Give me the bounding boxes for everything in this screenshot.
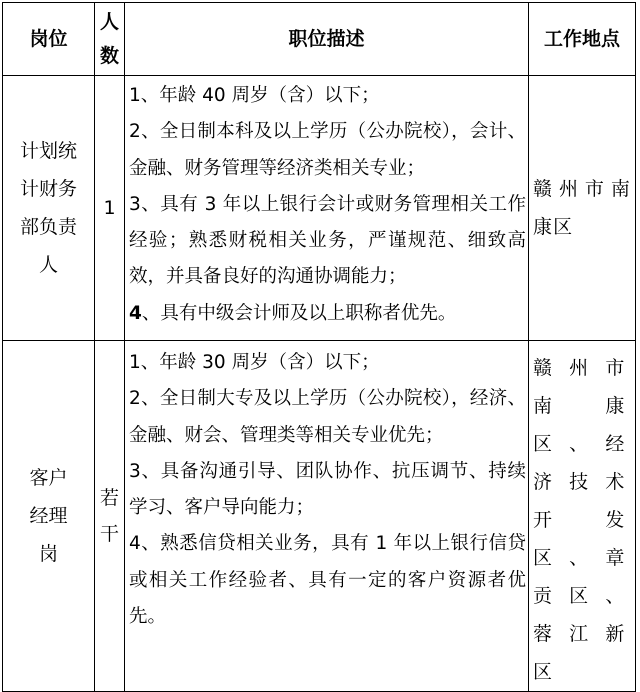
header-description: 职位描述 <box>125 3 529 76</box>
requirement-item: 1、年龄 40 周岁（含）以下； <box>129 85 380 106</box>
location-value: 赣州市南康区 <box>533 178 631 238</box>
header-row <box>3 3 636 76</box>
requirement-item: 3、具有 3 年以上银行会计或财务管理相关工作经验；熟悉财税相关业务，严谨规范、细致高效，并具备良好的沟通协调能力； <box>129 193 526 288</box>
description-cell <box>125 341 529 692</box>
requirement-item: 2、全日制大专及以上学历（公办院校），经济、金融、财会、管理类等相关专业优先； <box>129 388 526 446</box>
table-row <box>3 341 636 692</box>
count-value: 1 <box>103 197 116 219</box>
location-cell <box>529 76 636 341</box>
requirement-item: 4、具有中级会计师及以上职称者优先。 <box>129 302 457 324</box>
position-label: 计划统计财务部负责人 <box>19 140 77 276</box>
position-cell <box>3 341 95 692</box>
location-cell <box>529 341 636 692</box>
requirement-item: 4、熟悉信贷相关业务，具有 1 年以上银行信贷或相关工作经验者、具有一定的客户资源者优先。 <box>129 533 526 628</box>
header-count: 人数 <box>95 3 125 76</box>
description-cell <box>125 76 529 341</box>
location-value: 赣州市南康区、经济技术开发区、章贡区、蓉江新区 <box>533 357 631 683</box>
header-position: 岗位 <box>3 3 95 76</box>
requirement-item: 1、年龄 30 周岁（含）以下； <box>129 352 380 373</box>
requirement-item: 3、具备沟通引导、团队协作、抗压调节、持续学习、客户导向能力； <box>129 460 526 519</box>
requirement-item: 2、全日制本科及以上学历（公办院校），会计、金融、财务管理等经济类相关专业； <box>129 121 526 179</box>
position-label: 客户经理岗 <box>29 467 68 565</box>
job-table <box>2 2 636 692</box>
count-cell <box>95 341 125 692</box>
header-location: 工作地点 <box>529 3 636 76</box>
table-row <box>3 76 636 341</box>
position-cell <box>3 76 95 341</box>
count-cell <box>95 76 125 341</box>
count-value: 若干 <box>99 487 119 545</box>
